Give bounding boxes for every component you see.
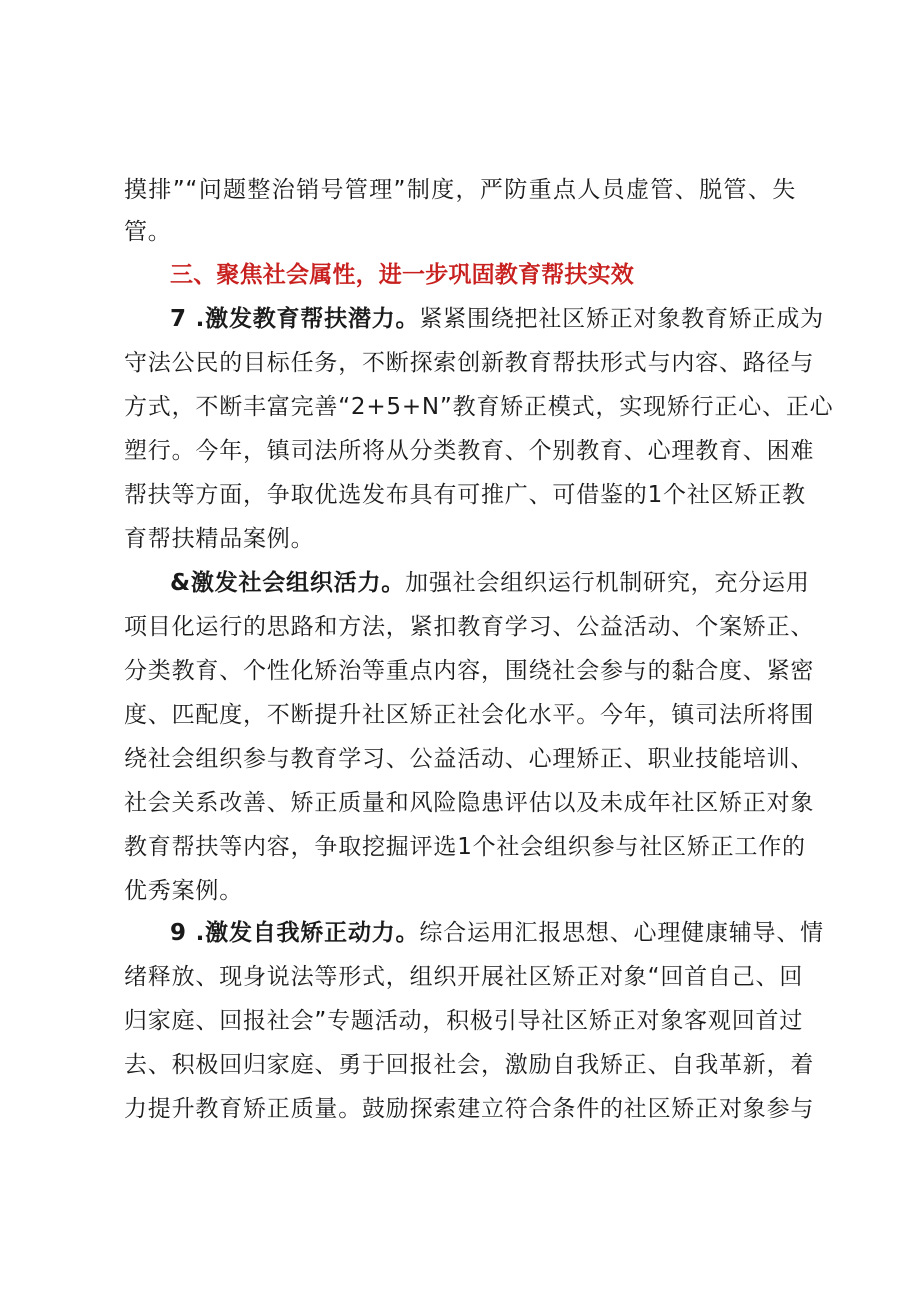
item8-line-5: 社会关系改善、矫正质量和风险隐患评估以及未成年社区矫正对象 xyxy=(124,790,815,816)
continuation-line-1: 摸排”“问题整治销号管理”制度，严防重点人员虚管、脱管、失 xyxy=(124,177,796,203)
item9-line-3: 去、积极回归家庭、勇于回报社会，激励自我矫正、自我革新，着 xyxy=(124,1052,815,1078)
continuation-line-2: 管。 xyxy=(124,219,172,245)
item7-line-3: 塑行。今年，镇司法所将从分类教育、个别教育、心理教育、困难 xyxy=(124,438,815,464)
item7-first-line xyxy=(170,300,824,338)
item9-line-1: 绪释放、现身说法等形式，组织开展社区矫正对象“回首自己、回 xyxy=(124,964,804,990)
item7-first-line-text: 紧紧围绕把社区矫正对象教育矫正成为 xyxy=(419,306,824,332)
item9-line-2: 归家庭、回报社会”专题活动，积极引导社区矫正对象客观回首过 xyxy=(124,1008,804,1034)
item8-line-2: 分类教育、个性化矫治等重点内容，围绕社会参与的黏合度、紧密 xyxy=(124,658,815,684)
item8-lead: &激发社会组织活力。 xyxy=(170,570,406,596)
item8-first-line xyxy=(170,564,810,602)
item7-line-1: 守法公民的目标任务，不断探索创新教育帮扶形式与内容、路径与 xyxy=(124,350,815,376)
item7-line-5: 育帮扶精品案例。 xyxy=(124,526,315,552)
item8-line-7: 优秀案例。 xyxy=(124,878,243,904)
item9-first-line-text: 综合运用汇报思想、心理健康辅导、情 xyxy=(419,920,824,946)
item9-first-line xyxy=(170,914,824,952)
section-heading: 三、聚焦社会属性，进一步巩固教育帮扶实效 xyxy=(170,262,634,288)
item7-lead: 7 .激发教育帮扶潜力。 xyxy=(170,306,420,332)
item8-line-1: 项目化运行的思路和方法，紧扣教育学习、公益活动、个案矫正、 xyxy=(124,614,815,640)
item9-line-4: 力提升教育矫正质量。鼓励探索建立符合条件的社区矫正对象参与 xyxy=(124,1096,815,1122)
item8-line-4: 绕社会组织参与教育学习、公益活动、心理矫正、职业技能培训、 xyxy=(124,746,815,772)
item7-line-2: 方式，不断丰富完善“2+5+N”教育矫正模式，实现矫行正心、正心 xyxy=(124,394,834,420)
item9-lead: 9 .激发自我矫正动力。 xyxy=(170,920,420,946)
item8-line-6: 教育帮扶等内容，争取挖掘评选1个社会组织参与社区矫正工作的 xyxy=(124,834,806,860)
item7-line-4: 帮扶等方面，争取优选发布具有可推广、可借鉴的1个社区矫正教 xyxy=(124,482,806,508)
item8-first-line-text: 加强社会组织运行机制研究，充分运用 xyxy=(405,570,810,596)
item8-line-3: 度、匹配度，不断提升社区矫正社会化水平。今年，镇司法所将围 xyxy=(124,702,815,728)
